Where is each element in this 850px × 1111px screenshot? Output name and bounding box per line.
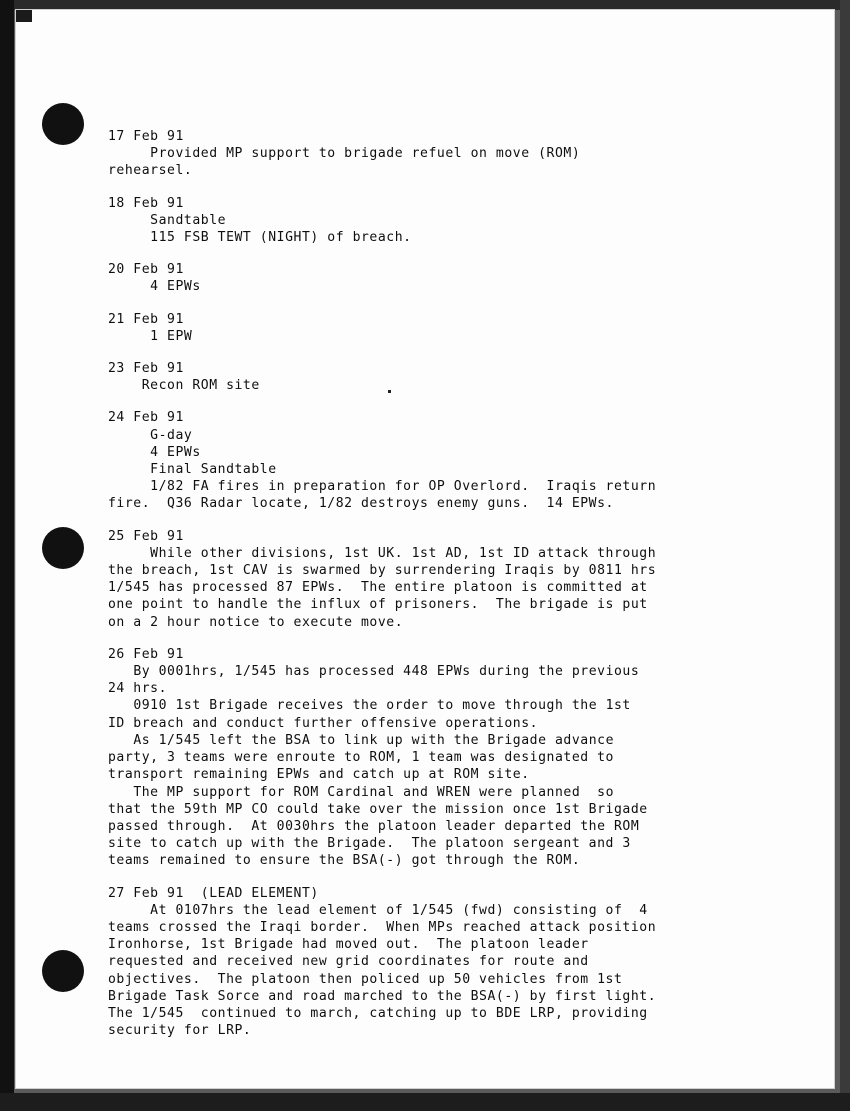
log-entry — [108, 195, 780, 247]
entry-line: G-day — [108, 427, 193, 443]
entry-line: transport remaining EPWs and catch up at ROM site. — [108, 767, 530, 783]
entry-line: one point to handle the influx of prisoners. The brigade is put — [108, 597, 648, 613]
entry-line: At 0107hrs the lead element of 1/545 (fwd) consisting of 4 — [108, 902, 648, 918]
punch-hole-bottom — [42, 950, 84, 992]
entry-line: Brigade Task Sorce and road marched to the BSA(-) by first light. — [108, 988, 657, 1004]
entry-date: 18 Feb 91 — [108, 195, 184, 211]
entry-line: Sandtable — [108, 212, 227, 228]
entry-line: teams crossed the Iraqi border. When MPs reached attack position — [108, 919, 657, 935]
entry-line: teams remained to ensure the BSA(-) got through the ROM. — [108, 853, 581, 869]
entry-date: 20 Feb 91 — [108, 262, 184, 278]
entry-line: 4 EPWs — [108, 279, 201, 295]
entry-line: fire. Q36 Radar locate, 1/82 destroys enemy guns. 14 EPWs. — [108, 496, 614, 512]
entry-line: Provided MP support to brigade refuel on move (ROM) — [108, 146, 581, 162]
entry-line: The MP support for ROM Cardinal and WREN were planned so — [108, 784, 614, 800]
page-inner — [16, 10, 834, 1088]
entry-line: site to catch up with the Brigade. The platoon sergeant and 3 — [108, 836, 631, 852]
entry-line: on a 2 hour notice to execute move. — [108, 614, 404, 630]
entry-date: 21 Feb 91 — [108, 311, 184, 327]
entry-line: Ironhorse, 1st Brigade had moved out. The platoon leader — [108, 937, 589, 953]
entry-line: The 1/545 continued to march, catching up to BDE LRP, providing — [108, 1005, 648, 1021]
log-entry — [108, 261, 780, 295]
log-entry — [108, 409, 780, 512]
entry-date: 27 Feb 91 (LEAD ELEMENT) — [108, 885, 319, 901]
log-entry — [108, 646, 780, 870]
entry-line: that the 59th MP CO could take over the mission once 1st Brigade — [108, 801, 648, 817]
scan-top-edge — [0, 0, 850, 10]
entry-line: passed through. At 0030hrs the platoon leader departed the ROM — [108, 818, 640, 834]
entry-line: As 1/545 left the BSA to link up with the Brigade advance — [108, 732, 614, 748]
entry-line: rehearsel. — [108, 163, 193, 179]
entry-date: 25 Feb 91 — [108, 528, 184, 544]
document-text-body — [108, 128, 780, 1039]
punch-hole-top — [42, 103, 84, 145]
entry-line: requested and received new grid coordinates for route and — [108, 954, 589, 970]
entry-line: Recon ROM site — [108, 378, 260, 394]
entry-line: While other divisions, 1st UK. 1st AD, 1st ID attack through — [108, 545, 657, 561]
log-entry — [108, 128, 780, 180]
punch-hole-middle — [42, 527, 84, 569]
entry-line: the breach, 1st CAV is swarmed by surrendering Iraqis by 0811 hrs — [108, 563, 657, 579]
entry-line: 24 hrs. — [108, 681, 168, 697]
entry-line: 1 EPW — [108, 328, 193, 344]
entry-line: 1/82 FA fires in preparation for OP Overlord. Iraqis return — [108, 479, 657, 495]
scan-right-edge — [840, 0, 850, 1111]
entry-line: 4 EPWs — [108, 444, 201, 460]
document-page — [16, 10, 834, 1088]
log-entry — [108, 360, 780, 394]
entry-date: 23 Feb 91 — [108, 361, 184, 377]
entry-line: 1/545 has processed 87 EPWs. The entire platoon is committed at — [108, 580, 648, 596]
entry-date: 17 Feb 91 — [108, 129, 184, 144]
entry-line: objectives. The platoon then policed up 50 vehicles from 1st — [108, 971, 623, 987]
scan-left-edge — [0, 0, 14, 1111]
entry-line: security for LRP. — [108, 1023, 252, 1039]
scan-corner-artifact — [16, 10, 32, 22]
log-entry — [108, 885, 780, 1040]
entry-date: 24 Feb 91 — [108, 410, 184, 426]
entry-date: 26 Feb 91 — [108, 646, 184, 662]
entry-line: ID breach and conduct further offensive operations. — [108, 715, 539, 731]
entry-line: By 0001hrs, 1/545 has processed 448 EPWs during the previous — [108, 664, 640, 680]
scan-bottom-edge — [0, 1093, 850, 1111]
entry-line: 0910 1st Brigade receives the order to move through the 1st — [108, 698, 631, 714]
entry-line: Final Sandtable — [108, 462, 277, 478]
entry-line: party, 3 teams were enroute to ROM, 1 team was designated to — [108, 750, 614, 766]
log-entry — [108, 528, 780, 631]
entry-line: 115 FSB TEWT (NIGHT) of breach. — [108, 230, 412, 246]
log-entry — [108, 311, 780, 345]
